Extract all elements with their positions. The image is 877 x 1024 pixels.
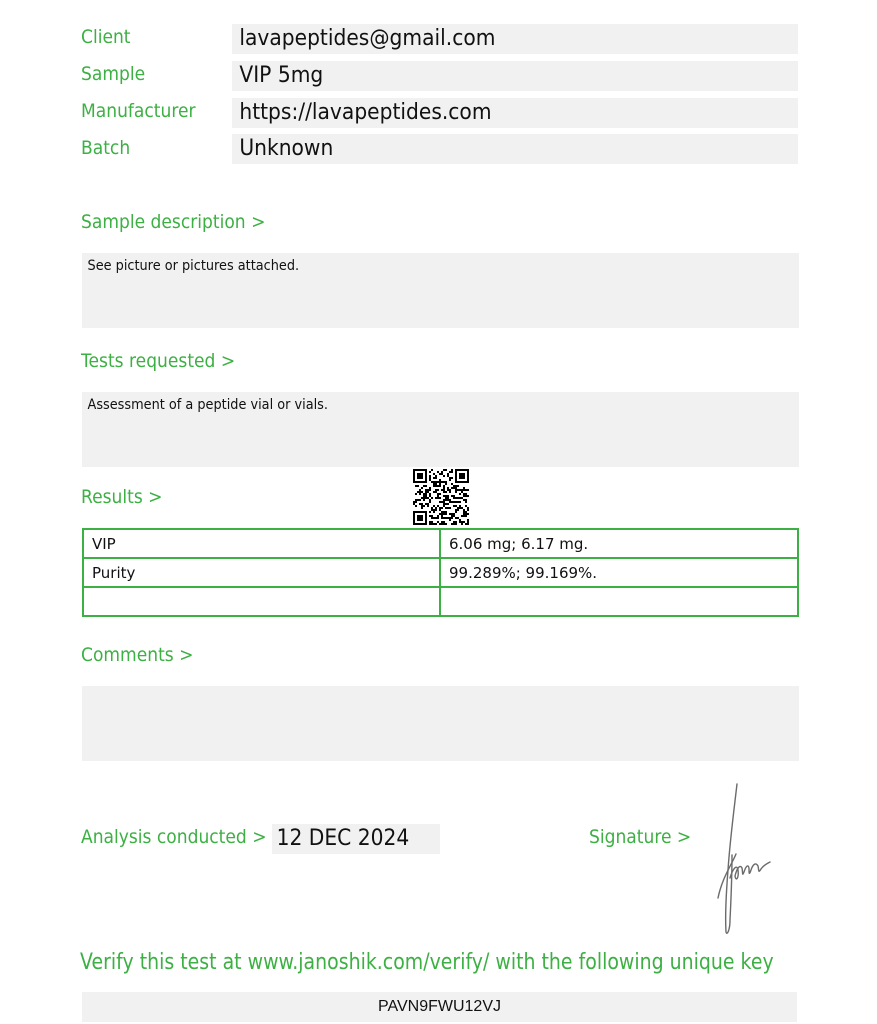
table-row (83, 587, 798, 616)
sample-description-text: See picture or pictures attached. (87, 258, 300, 274)
signature-label: Signature > (589, 826, 692, 848)
verify-instructions: Verify this test at www.janoshik.com/verify/ with the following unique key (80, 950, 774, 975)
signature-image (710, 780, 780, 938)
analysis-date-field (272, 824, 440, 854)
table-row (83, 529, 798, 558)
tests-requested-box (82, 392, 799, 467)
result-test-cell: Purity (83, 558, 440, 587)
batch-value: Unknown (239, 136, 334, 161)
table-row (83, 558, 798, 587)
qr-code-icon (413, 469, 469, 525)
sample-description-box (82, 253, 799, 328)
tests-requested-text: Assessment of a peptide vial or vials. (87, 397, 328, 413)
client-field (232, 24, 798, 54)
manufacturer-label: Manufacturer (81, 100, 196, 122)
analysis-date: 12 DEC 2024 (276, 826, 410, 851)
manufacturer-value: https://lavapeptides.com (239, 100, 492, 125)
result-value-cell (440, 587, 798, 616)
sample-description-heading: Sample description > (81, 211, 266, 233)
sample-value: VIP 5mg (239, 63, 324, 88)
sample-label: Sample (81, 63, 146, 85)
client-label: Client (81, 26, 131, 48)
result-value-cell: 99.289%; 99.169%. (440, 558, 798, 587)
results-table (82, 528, 799, 617)
comments-text (82, 686, 742, 696)
client-value: lavapeptides@gmail.com (239, 26, 496, 51)
sample-field (232, 61, 798, 91)
batch-label: Batch (81, 137, 131, 159)
comments-heading: Comments > (81, 644, 194, 666)
manufacturer-field (232, 98, 798, 128)
results-heading: Results > (81, 486, 163, 508)
result-value-cell: 6.06 mg; 6.17 mg. (440, 529, 798, 558)
verify-key-field (82, 992, 797, 1022)
comments-box (82, 686, 799, 761)
result-test-cell: VIP (83, 529, 440, 558)
analysis-conducted-label: Analysis conducted > (81, 826, 267, 848)
batch-field (232, 134, 798, 164)
result-test-cell (83, 587, 440, 616)
verify-key: PAVN9FWU12VJ (378, 998, 501, 1015)
tests-requested-heading: Tests requested > (81, 350, 236, 372)
